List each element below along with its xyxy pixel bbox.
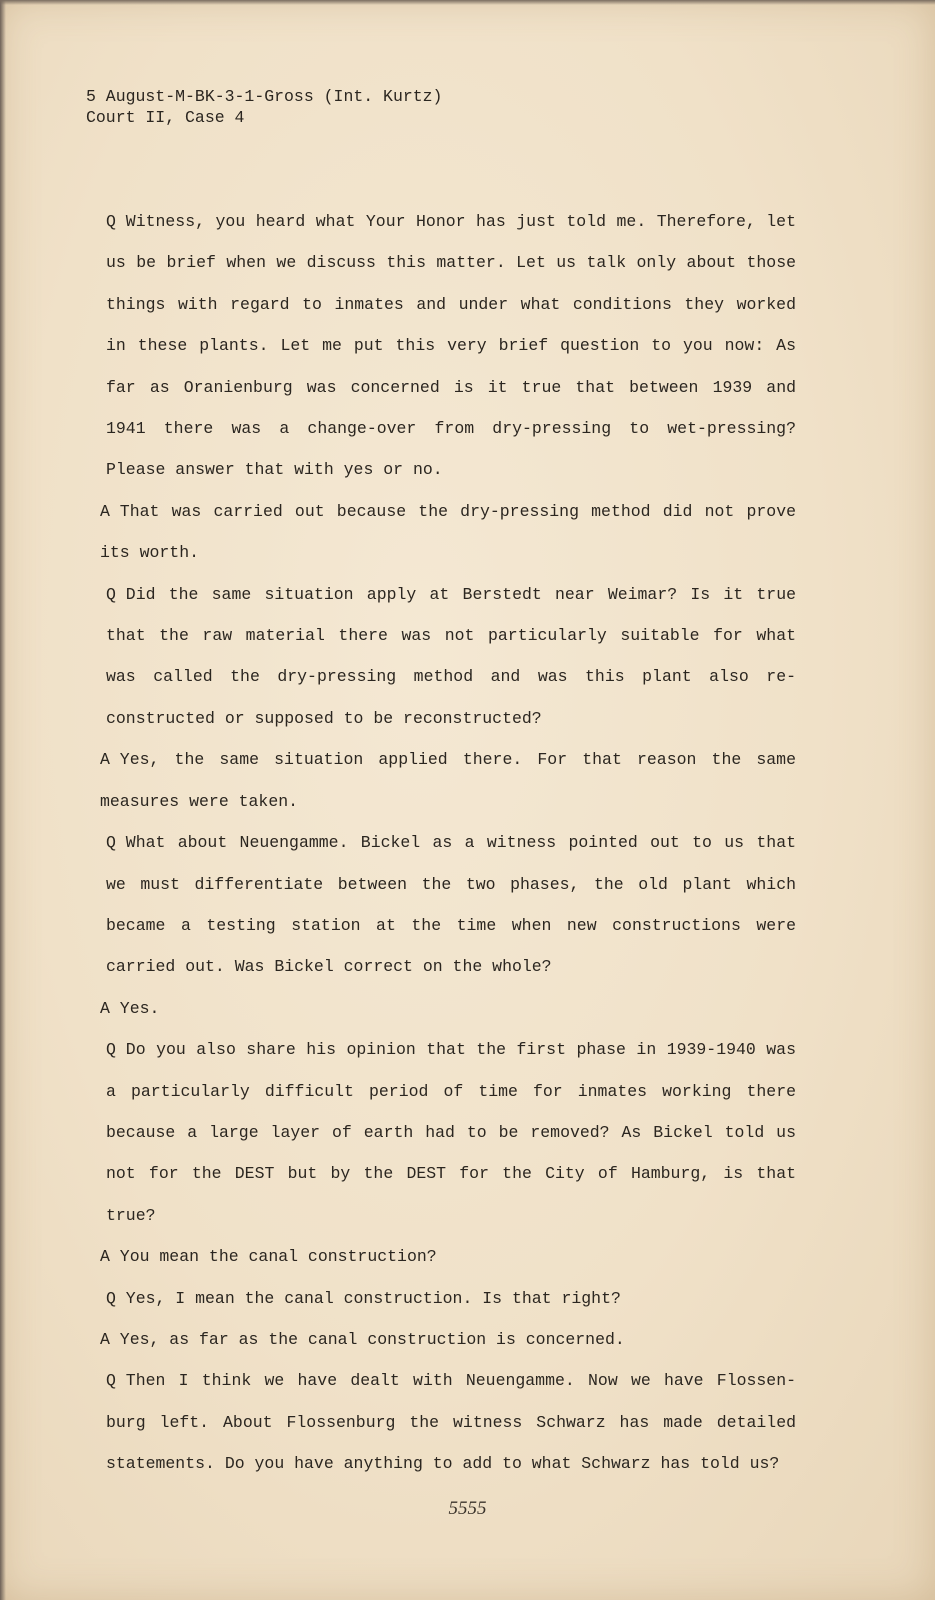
document-header [86, 86, 442, 128]
speaker-label: A [100, 750, 110, 770]
transcript-paragraph [76, 1236, 796, 1277]
speaker-label: Q [106, 1371, 116, 1391]
transcript-paragraph [76, 739, 796, 822]
speaker-label: A [100, 998, 110, 1018]
speaker-label: A [100, 501, 110, 521]
page-number: 5555 [448, 1498, 487, 1519]
paragraph-text: Yes, as far as the canal construction is concerned. [119, 1329, 625, 1349]
transcript-paragraph [76, 1278, 796, 1319]
transcript-paragraph [76, 1029, 796, 1236]
transcript-paragraph [76, 1319, 796, 1360]
paragraph-text: That was carried out because the dry-pressing method did not prove its worth. [100, 501, 796, 563]
paragraph-text: Yes, I mean the canal construction. Is that right? [125, 1288, 621, 1308]
paragraph-text: Witness, you heard what Your Honor has just told me. Therefore, let us be brief when we discuss this matter. Let us talk only about those things with regard to inmates and under what conditions they worked in these plants. Let me put this very brief question to you now: As far as Oranienburg was concerned is it true that between 1939 and 1941 there was a change-over from dry-pressing to wet-pressing? Please answer that with yes or no. [106, 212, 796, 480]
paragraph-text: Then I think we have dealt with Neuengamme. Now we have Flossen-burg left. About Flossenburg the witness Schwarz has made detailed statements. Do you have anything to add to what Schwarz has told us? [106, 1371, 796, 1474]
paragraph-text: Did the same situation apply at Berstedt near Weimar? Is it true that the raw material there was not particularly suitable for what was called the dry-pressing method and was this plant also re-constructed or supposed to be reconstructed? [106, 584, 796, 728]
transcript-paragraph [76, 1360, 796, 1484]
transcript-paragraph [76, 822, 796, 988]
speaker-label: Q [106, 212, 116, 231]
header-line-2: Court II, Case 4 [86, 108, 245, 127]
transcript-paragraph [76, 201, 796, 491]
paragraph-text: You mean the canal construction? [119, 1247, 437, 1267]
transcript-body [76, 201, 796, 1485]
paragraph-text: Yes, the same situation applied there. For that reason the same measures were taken. [100, 750, 796, 811]
speaker-label: Q [106, 1040, 116, 1060]
header-line-1: 5 August-M-BK-3-1-Gross (Int. Kurtz) [86, 87, 443, 106]
transcript-paragraph [76, 574, 796, 740]
transcript-paragraph [76, 988, 796, 1029]
transcript-paragraph [76, 491, 796, 574]
paragraph-text: Yes. [119, 998, 160, 1018]
paragraph-text: What about Neuengamme. Bickel as a witness pointed out to us that we must differentiate between the two phases, the old plant which became a testing station at the time when new constructions were carried out. Was Bickel correct on the whole? [106, 833, 796, 977]
speaker-label: Q [106, 584, 116, 604]
speaker-label: Q [106, 833, 116, 853]
speaker-label: A [100, 1329, 110, 1349]
speaker-label: Q [106, 1288, 116, 1308]
paragraph-text: Do you also share his opinion that the first phase in 1939-1940 was a particularly difficult period of time for inmates working there because a large layer of earth had to be removed? As Bickel told us not for the DEST but by the DEST for the City of Hamburg, is that true? [106, 1040, 796, 1225]
page-edge-shadow [0, 0, 6, 1600]
speaker-label: A [100, 1247, 110, 1267]
page-top-shadow [0, 0, 935, 5]
